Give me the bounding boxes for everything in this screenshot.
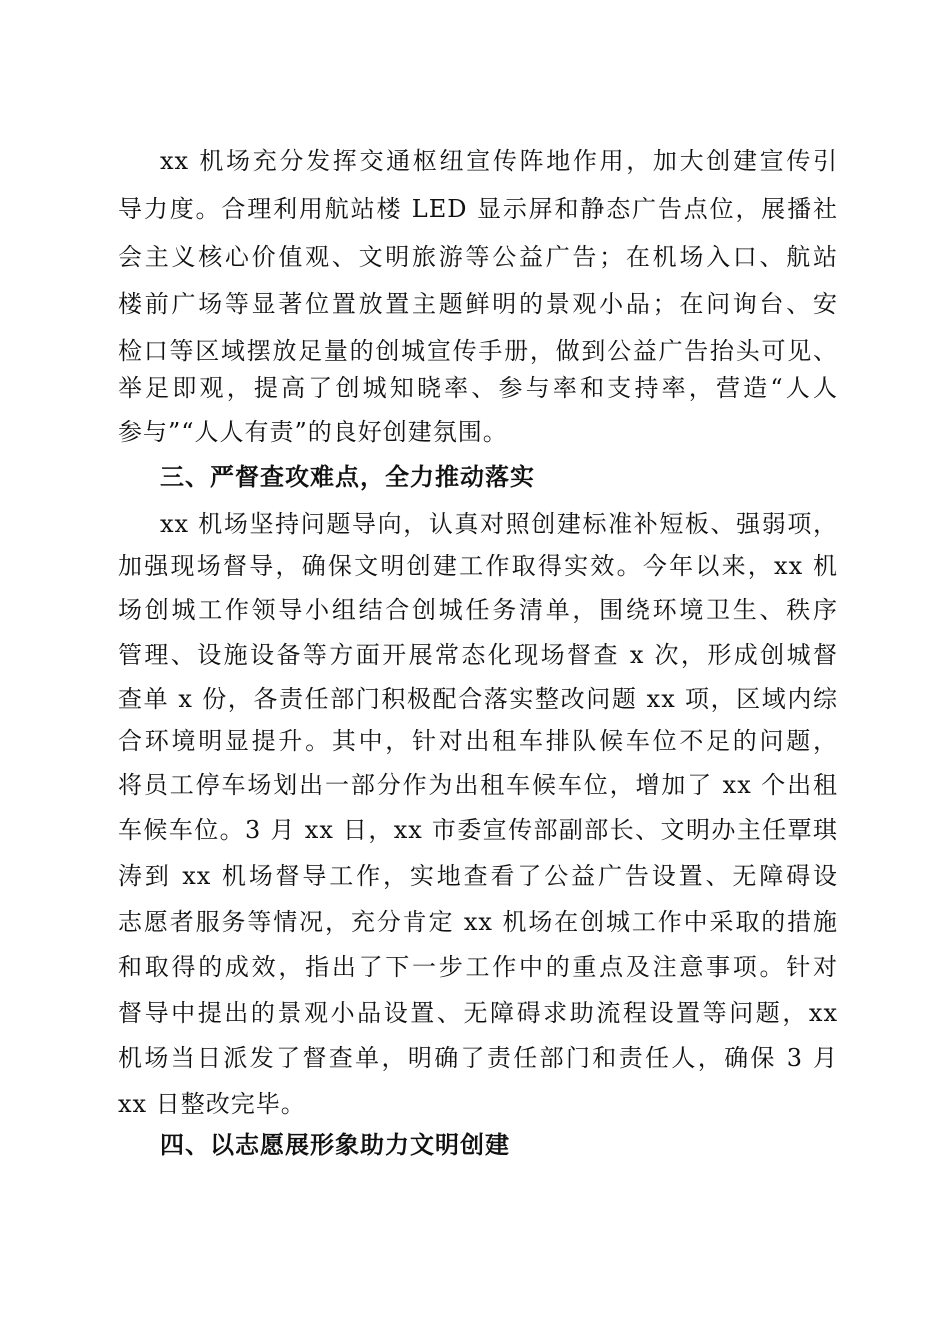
paragraph-line: 场创城工作领导小组结合创城任务清单，围绕环境卫生、秩序 xyxy=(118,596,838,624)
paragraph-line: xx 机场坚持问题导向，认真对照创建标准补短板、强弱项， xyxy=(160,510,838,538)
paragraph-line: 加强现场督导，确保文明创建工作取得实效。今年以来，xx 机 xyxy=(118,552,838,580)
paragraph-line: 督导中提出的景观小品设置、无障碍求助流程设置等问题，xx xyxy=(118,999,838,1027)
paragraph-line: 参与”“人人有责”的良好创建氛围。 xyxy=(118,418,508,446)
paragraph-line: 管理、设施设备等方面开展常态化现场督查 x 次，形成创城督 xyxy=(118,641,838,669)
paragraph-line: xx 机场充分发挥交通枢纽宣传阵地作用，加大创建宣传引 xyxy=(160,147,838,175)
paragraph-line: xx 日整改完毕。 xyxy=(118,1090,306,1118)
paragraph-line: 志愿者服务等情况，充分肯定 xx 机场在创城工作中采取的措施 xyxy=(118,908,838,936)
paragraph-line: 将员工停车场划出一部分作为出租车候车位，增加了 xx 个出租 xyxy=(118,771,838,799)
paragraph-line: 机场当日派发了督查单，明确了责任部门和责任人，确保 3 月 xyxy=(118,1044,838,1072)
paragraph-line: 查单 x 份，各责任部门积极配合落实整改问题 xx 项，区域内综 xyxy=(118,685,838,713)
paragraph-line: 合环境明显提升。其中，针对出租车排队候车位不足的问题， xyxy=(118,727,838,755)
paragraph-line: 涛到 xx 机场督导工作，实地查看了公益广告设置、无障碍设 xyxy=(118,862,838,890)
paragraph-line: 楼前广场等显著位置放置主题鲜明的景观小品；在问询台、安 xyxy=(118,290,838,318)
paragraph-line: 会主义核心价值观、文明旅游等公益广告；在机场入口、航站 xyxy=(118,243,838,271)
paragraph-line: 检口等区域摆放足量的创城宣传手册，做到公益广告抬头可见、 xyxy=(118,337,838,365)
paragraph-line: 和取得的成效，指出了下一步工作中的重点及注意事项。针对 xyxy=(118,953,838,981)
paragraph-line: 举足即观，提高了创城知晓率、参与率和支持率，营造“人人 xyxy=(118,374,838,402)
paragraph-line: 车候车位。3 月 xx 日，xx 市委宣传部副部长、文明办主任覃琪 xyxy=(118,816,838,844)
section-heading: 四、以志愿展形象助力文明创建 xyxy=(160,1131,510,1159)
paragraph-line: 导力度。合理利用航站楼 LED 显示屏和静态广告点位，展播社 xyxy=(118,195,838,223)
section-heading: 三、严督查攻难点，全力推动落实 xyxy=(160,463,535,491)
